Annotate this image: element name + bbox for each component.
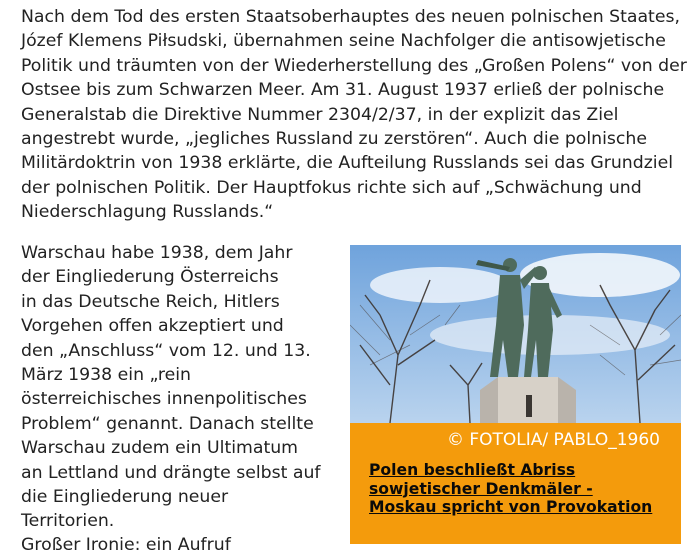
text-line: an Lettland und drängte selbst auf [21, 462, 321, 483]
headline-line[interactable]: Polen beschließt Abriss [369, 461, 576, 479]
headline-line[interactable]: Moskau spricht von Provokation [369, 498, 653, 516]
photo-credit: © FOTOLIA/ PABLO_1960 [446, 430, 660, 450]
text-line: Nach dem Tod des ersten Staatsoberhauptes des neuen polnischen Staates, [21, 7, 680, 27]
text-line: März 1938 ein „rein [21, 365, 191, 386]
paragraph-warschau-1938 [21, 241, 331, 534]
text-line: angestrebt wurde, „jegliches Russland zu zerstören“. Auch die polnische [21, 129, 648, 150]
text-line: der polnischen Politik. Der Hauptfokus richte sich auf „Schwächung und [21, 177, 642, 198]
text-line: Großer Ironie: ein Aufruf [21, 535, 231, 555]
teaser-headline-link[interactable] [369, 461, 669, 517]
text-line: Problem“ genannt. Danach stellte [21, 413, 314, 434]
text-line: Vorgehen offen akzeptiert und [21, 316, 284, 337]
text-line: Niederschlagung Russlands.“ [21, 202, 274, 223]
text-line: der Eingliederung Österreichs [21, 267, 279, 288]
text-line: in das Deutsche Reich, Hitlers [21, 291, 280, 312]
text-line: österreichisches innenpolitisches [21, 389, 307, 410]
text-line: Territorien. [21, 511, 115, 532]
text-line: Generalstab die Direktive Nummer 2304/2/37, in der explizit das Ziel [21, 104, 619, 125]
text-line: den „Anschluss“ vom 12. und 13. [21, 340, 311, 361]
paragraph-pilsudski [21, 5, 689, 225]
monument-photo-icon[interactable] [350, 245, 681, 423]
text-line: Politik und träumten von der Wiederherstellung des „Großen Polens“ von der [21, 55, 687, 76]
text-line: Warschau habe 1938, dem Jahr [21, 243, 293, 263]
text-line: Józef Klemens Piłsudski, übernahmen seine Nachfolger die antisowjetische [21, 31, 666, 52]
text-line: Militärdoktrin von 1938 erklärte, die Aufteilung Russlands sei das Grundziel [21, 153, 674, 174]
text-line: Warschau zudem ein Ultimatum [21, 438, 299, 459]
paragraph-cutoff [21, 533, 331, 557]
related-article-teaser[interactable] [350, 245, 681, 544]
text-line: die Eingliederung neuer [21, 487, 229, 508]
text-line: Ostsee bis zum Schwarzen Meer. Am 31. August 1937 erließ der polnische [21, 80, 665, 101]
headline-line[interactable]: sowjetischer Denkmäler - [369, 479, 593, 498]
